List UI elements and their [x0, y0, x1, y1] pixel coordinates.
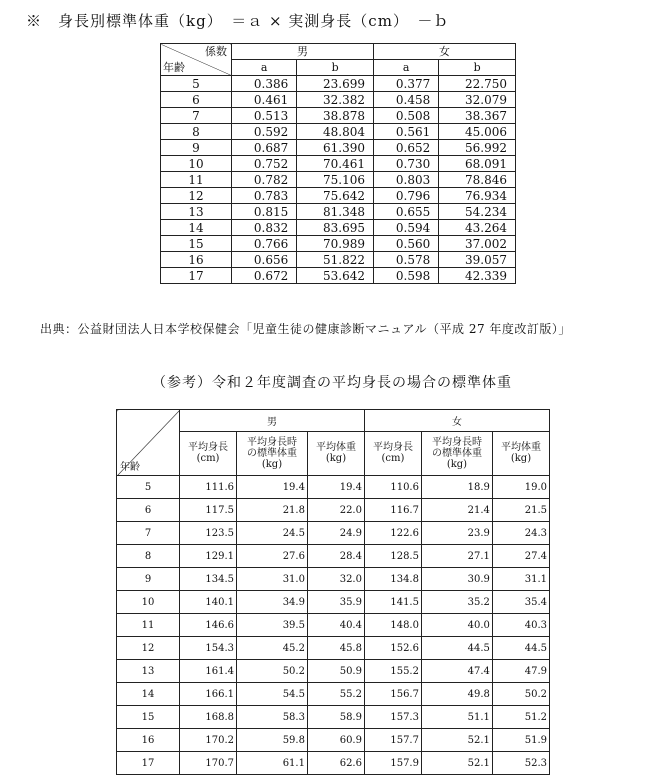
coefficient-table [160, 43, 516, 284]
age-cell: 6 [161, 92, 232, 108]
mb-cell: 38.878 [297, 108, 374, 124]
fb-cell: 78.846 [439, 172, 516, 188]
age-label: 年齢 [163, 61, 185, 74]
mb-cell: 83.695 [297, 220, 374, 236]
table-row [117, 660, 550, 683]
fa-cell: 0.578 [373, 252, 438, 268]
fh-cell: 148.0 [364, 614, 421, 637]
fa-cell: 0.652 [373, 140, 438, 156]
fs-cell: 23.9 [421, 522, 492, 545]
age-cell: 13 [161, 204, 232, 220]
mh-cell: 170.7 [180, 752, 237, 775]
male-avg-weight-header: 平均体重 (kg) [307, 431, 364, 475]
fs-cell: 35.2 [421, 591, 492, 614]
ms-cell: 50.2 [237, 660, 308, 683]
table-row [161, 236, 516, 252]
table-row [117, 545, 550, 568]
mw-cell: 22.0 [307, 499, 364, 522]
table-row [117, 568, 550, 591]
mw-cell: 50.9 [307, 660, 364, 683]
age-cell: 11 [161, 172, 232, 188]
fa-cell: 0.655 [373, 204, 438, 220]
fs-cell: 51.1 [421, 706, 492, 729]
age-cell: 12 [117, 637, 180, 660]
fw-cell: 27.4 [492, 545, 549, 568]
table-row [161, 108, 516, 124]
mw-cell: 32.0 [307, 568, 364, 591]
table-row [161, 156, 516, 172]
fh-cell: 157.3 [364, 706, 421, 729]
ms-cell: 34.9 [237, 591, 308, 614]
fb-cell: 32.079 [439, 92, 516, 108]
mh-cell: 154.3 [180, 637, 237, 660]
fw-cell: 24.3 [492, 522, 549, 545]
table-row [161, 220, 516, 236]
age-label: 年齢 [120, 462, 140, 473]
table-row [117, 683, 550, 706]
table-row [161, 92, 516, 108]
age-cell: 5 [117, 476, 180, 499]
fb-cell: 54.234 [439, 204, 516, 220]
corner-header [117, 410, 180, 476]
female-b-header: b [439, 60, 516, 76]
fb-cell: 42.339 [439, 268, 516, 284]
fs-cell: 27.1 [421, 545, 492, 568]
table-row [117, 476, 550, 499]
mh-cell: 168.8 [180, 706, 237, 729]
age-cell: 11 [117, 614, 180, 637]
standard-weight-table [116, 409, 550, 775]
mh-cell: 161.4 [180, 660, 237, 683]
ms-cell: 21.8 [237, 499, 308, 522]
age-cell: 17 [161, 268, 232, 284]
table-row [117, 614, 550, 637]
mb-cell: 75.642 [297, 188, 374, 204]
fa-cell: 0.508 [373, 108, 438, 124]
fa-cell: 0.458 [373, 92, 438, 108]
age-cell: 14 [117, 683, 180, 706]
fw-cell: 21.5 [492, 499, 549, 522]
table-row [117, 591, 550, 614]
mb-cell: 81.348 [297, 204, 374, 220]
mh-cell: 166.1 [180, 683, 237, 706]
table-row [161, 140, 516, 156]
fh-cell: 152.6 [364, 637, 421, 660]
age-cell: 14 [161, 220, 232, 236]
table-row [161, 204, 516, 220]
fw-cell: 52.3 [492, 752, 549, 775]
ms-cell: 54.5 [237, 683, 308, 706]
coefficient-label: 係数 [205, 45, 227, 58]
ma-cell: 0.672 [232, 268, 297, 284]
mw-cell: 35.9 [307, 591, 364, 614]
ma-cell: 0.687 [232, 140, 297, 156]
fa-cell: 0.560 [373, 236, 438, 252]
age-cell: 6 [117, 499, 180, 522]
fw-cell: 19.0 [492, 476, 549, 499]
female-avg-height-header: 平均身長 (cm) [364, 431, 421, 475]
fs-cell: 49.8 [421, 683, 492, 706]
female-avg-weight-header: 平均体重 (kg) [492, 431, 549, 475]
fa-cell: 0.803 [373, 172, 438, 188]
age-cell: 7 [161, 108, 232, 124]
male-b-header: b [297, 60, 374, 76]
source-citation: 出典：公益財団法人日本学校保健会「児童生徒の健康診断マニュアル（平成 27 年度改訂版）」 [40, 322, 571, 336]
table-row [117, 752, 550, 775]
mb-cell: 53.642 [297, 268, 374, 284]
age-cell: 13 [117, 660, 180, 683]
table-row [161, 252, 516, 268]
fa-cell: 0.598 [373, 268, 438, 284]
male-a-header: a [232, 60, 297, 76]
mw-cell: 28.4 [307, 545, 364, 568]
age-cell: 15 [161, 236, 232, 252]
mb-cell: 48.804 [297, 124, 374, 140]
fw-cell: 51.2 [492, 706, 549, 729]
fs-cell: 40.0 [421, 614, 492, 637]
fa-cell: 0.377 [373, 76, 438, 92]
fw-cell: 51.9 [492, 729, 549, 752]
male-header: 男 [180, 410, 365, 432]
mh-cell: 170.2 [180, 729, 237, 752]
ms-cell: 24.5 [237, 522, 308, 545]
female-header: 女 [373, 44, 515, 60]
mw-cell: 45.8 [307, 637, 364, 660]
table-row [117, 729, 550, 752]
fb-cell: 56.992 [439, 140, 516, 156]
mb-cell: 75.106 [297, 172, 374, 188]
mw-cell: 24.9 [307, 522, 364, 545]
ma-cell: 0.782 [232, 172, 297, 188]
mh-cell: 146.6 [180, 614, 237, 637]
ms-cell: 27.6 [237, 545, 308, 568]
ma-cell: 0.752 [232, 156, 297, 172]
table-row [161, 172, 516, 188]
fs-cell: 47.4 [421, 660, 492, 683]
ma-cell: 0.513 [232, 108, 297, 124]
table-row [117, 522, 550, 545]
mw-cell: 19.4 [307, 476, 364, 499]
mb-cell: 70.461 [297, 156, 374, 172]
age-cell: 8 [161, 124, 232, 140]
fw-cell: 31.1 [492, 568, 549, 591]
ma-cell: 0.656 [232, 252, 297, 268]
fh-cell: 134.8 [364, 568, 421, 591]
mw-cell: 62.6 [307, 752, 364, 775]
fh-cell: 157.9 [364, 752, 421, 775]
age-cell: 10 [117, 591, 180, 614]
table-row [117, 637, 550, 660]
age-cell: 12 [161, 188, 232, 204]
table-row [161, 188, 516, 204]
fh-cell: 156.7 [364, 683, 421, 706]
mh-cell: 129.1 [180, 545, 237, 568]
fs-cell: 30.9 [421, 568, 492, 591]
fh-cell: 110.6 [364, 476, 421, 499]
fb-cell: 39.057 [439, 252, 516, 268]
ms-cell: 19.4 [237, 476, 308, 499]
mh-cell: 123.5 [180, 522, 237, 545]
ms-cell: 45.2 [237, 637, 308, 660]
mb-cell: 32.382 [297, 92, 374, 108]
corner-header [161, 44, 232, 76]
age-cell: 9 [117, 568, 180, 591]
fw-cell: 35.4 [492, 591, 549, 614]
female-a-header: a [373, 60, 438, 76]
ma-cell: 0.766 [232, 236, 297, 252]
fs-cell: 52.1 [421, 729, 492, 752]
fs-cell: 18.9 [421, 476, 492, 499]
fw-cell: 50.2 [492, 683, 549, 706]
mh-cell: 140.1 [180, 591, 237, 614]
fh-cell: 116.7 [364, 499, 421, 522]
age-cell: 10 [161, 156, 232, 172]
male-avg-height-header: 平均身長 (cm) [180, 431, 237, 475]
fw-cell: 47.9 [492, 660, 549, 683]
fb-cell: 38.367 [439, 108, 516, 124]
ma-cell: 0.815 [232, 204, 297, 220]
age-cell: 16 [117, 729, 180, 752]
fs-cell: 44.5 [421, 637, 492, 660]
fa-cell: 0.730 [373, 156, 438, 172]
fb-cell: 45.006 [439, 124, 516, 140]
fb-cell: 68.091 [439, 156, 516, 172]
female-header: 女 [364, 410, 549, 432]
fw-cell: 44.5 [492, 637, 549, 660]
ms-cell: 31.0 [237, 568, 308, 591]
table-row [161, 76, 516, 92]
mw-cell: 60.9 [307, 729, 364, 752]
fh-cell: 141.5 [364, 591, 421, 614]
mw-cell: 55.2 [307, 683, 364, 706]
table-row [161, 268, 516, 284]
age-cell: 7 [117, 522, 180, 545]
fh-cell: 155.2 [364, 660, 421, 683]
mh-cell: 111.6 [180, 476, 237, 499]
mh-cell: 117.5 [180, 499, 237, 522]
age-cell: 5 [161, 76, 232, 92]
fh-cell: 122.6 [364, 522, 421, 545]
female-std-weight-header: 平均身長時 の標準体重 (kg) [421, 431, 492, 475]
age-cell: 8 [117, 545, 180, 568]
table-row [161, 124, 516, 140]
ma-cell: 0.832 [232, 220, 297, 236]
fh-cell: 157.7 [364, 729, 421, 752]
mh-cell: 134.5 [180, 568, 237, 591]
fb-cell: 22.750 [439, 76, 516, 92]
ms-cell: 58.3 [237, 706, 308, 729]
age-cell: 15 [117, 706, 180, 729]
age-cell: 16 [161, 252, 232, 268]
mb-cell: 70.989 [297, 236, 374, 252]
fb-cell: 43.264 [439, 220, 516, 236]
fa-cell: 0.796 [373, 188, 438, 204]
fa-cell: 0.594 [373, 220, 438, 236]
mw-cell: 40.4 [307, 614, 364, 637]
male-header: 男 [232, 44, 374, 60]
ma-cell: 0.386 [232, 76, 297, 92]
fw-cell: 40.3 [492, 614, 549, 637]
mw-cell: 58.9 [307, 706, 364, 729]
reference-title: （参考）令和２年度調査の平均身長の場合の標準体重 [152, 375, 512, 391]
male-std-weight-header: 平均身長時 の標準体重 (kg) [237, 431, 308, 475]
formula-heading: ※ 身長別標準体重（kg） ＝ａ × 実測身長（cm） －ｂ [26, 12, 450, 30]
table-row [117, 706, 550, 729]
ma-cell: 0.461 [232, 92, 297, 108]
fs-cell: 21.4 [421, 499, 492, 522]
age-cell: 17 [117, 752, 180, 775]
mb-cell: 51.822 [297, 252, 374, 268]
fs-cell: 52.1 [421, 752, 492, 775]
fh-cell: 128.5 [364, 545, 421, 568]
fa-cell: 0.561 [373, 124, 438, 140]
ms-cell: 61.1 [237, 752, 308, 775]
fb-cell: 76.934 [439, 188, 516, 204]
ma-cell: 0.783 [232, 188, 297, 204]
ms-cell: 59.8 [237, 729, 308, 752]
table-row [117, 499, 550, 522]
fb-cell: 37.002 [439, 236, 516, 252]
ma-cell: 0.592 [232, 124, 297, 140]
mb-cell: 23.699 [297, 76, 374, 92]
mb-cell: 61.390 [297, 140, 374, 156]
age-cell: 9 [161, 140, 232, 156]
ms-cell: 39.5 [237, 614, 308, 637]
